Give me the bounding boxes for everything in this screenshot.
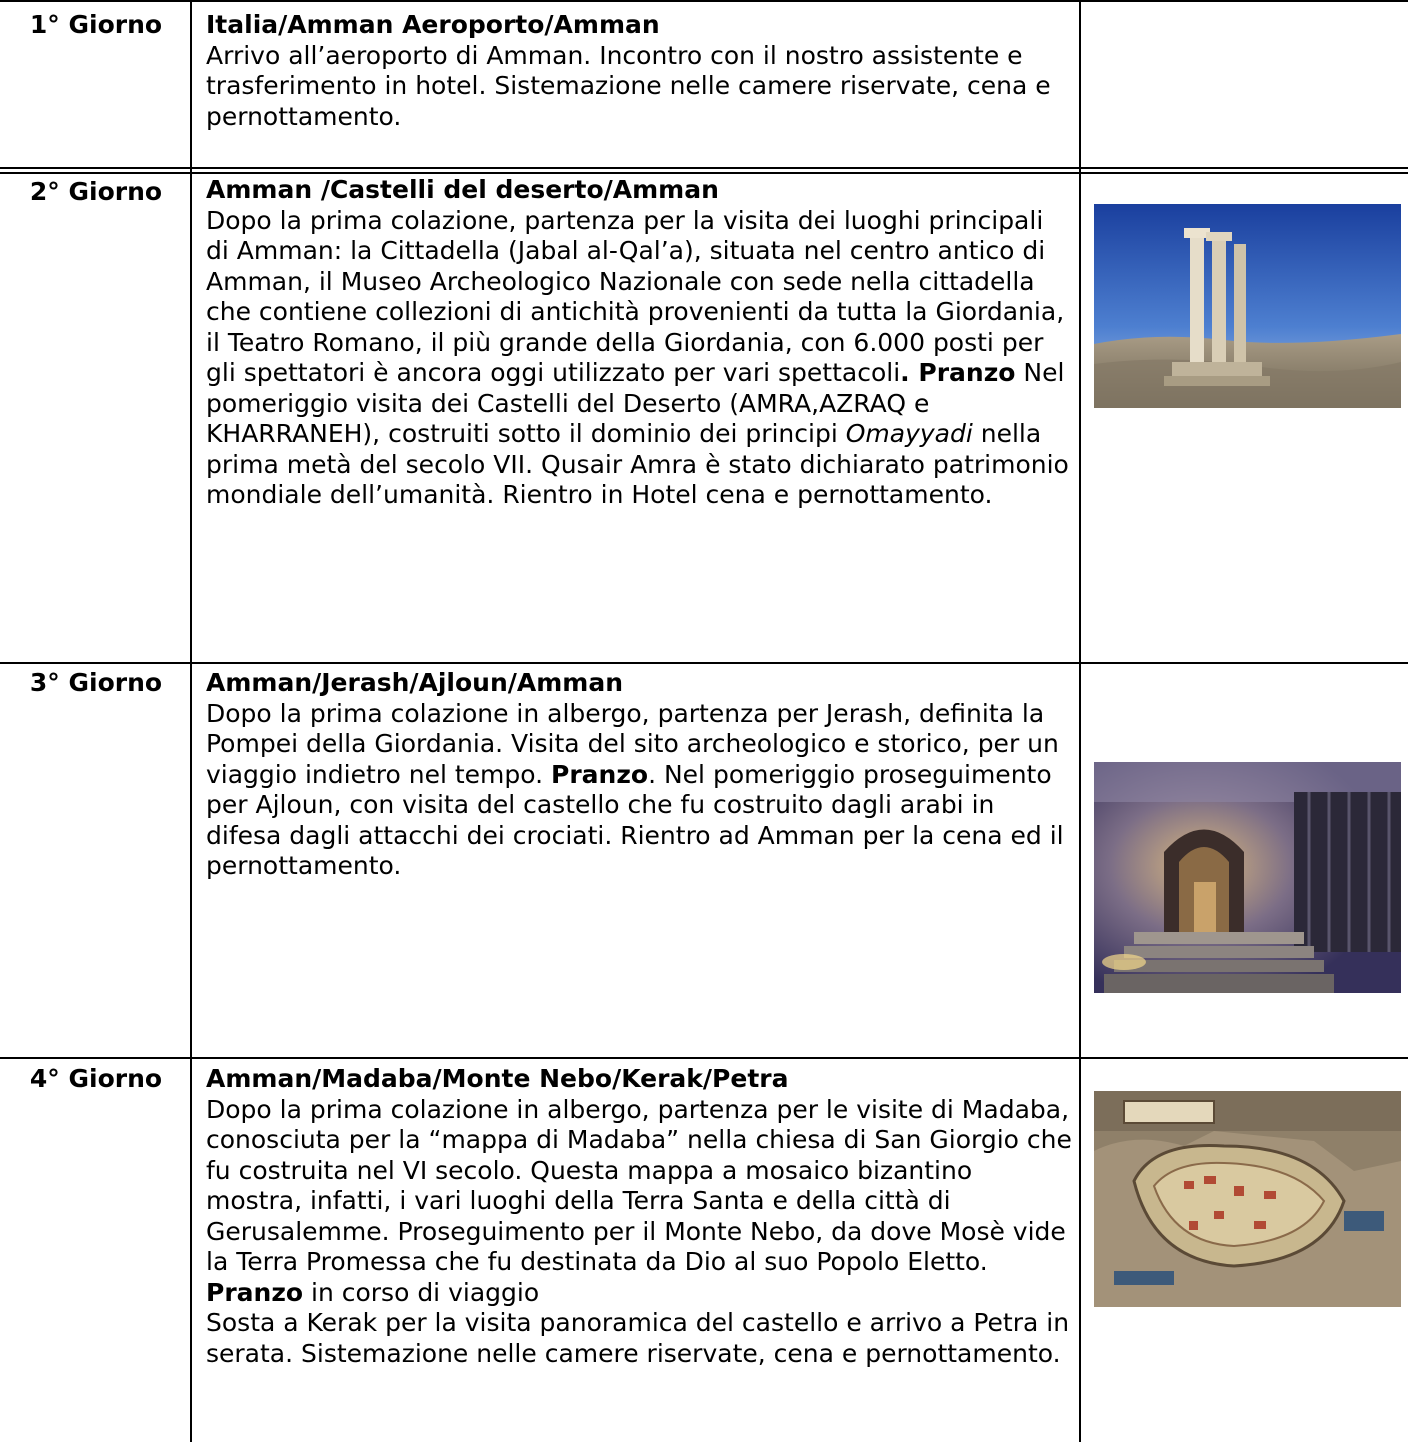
day-label: 1° Giorno bbox=[29, 10, 163, 39]
day-body bbox=[206, 699, 1074, 882]
meal-highlight: Pranzo bbox=[551, 759, 649, 789]
row-divider-1 bbox=[0, 167, 1408, 169]
day-description bbox=[206, 668, 1074, 882]
body-text: Dopo la prima colazione, partenza per la visita dei luoghi principali di Amman: la Cittadella (Jabal al-Qal’a), situata nel centro antico di Amman, il Museo Archeologico Nazionale con sede nella cittadella che contiene collezioni di antichità provenienti da tutta la Giordania, il Teatro Romano, il più grande della Giordania, con 6.000 posti per gli spettatori è ancora oggi utilizzato per vari spettacoli bbox=[206, 205, 1065, 387]
table-border-top bbox=[0, 0, 1408, 2]
day-title: Amman/Madaba/Monte Nebo/Kerak/Petra bbox=[206, 1064, 789, 1093]
madaba-mosaic-map-image bbox=[1094, 1091, 1401, 1307]
dynasty-name: Omayyadi bbox=[845, 419, 973, 448]
citadel-photo bbox=[1094, 204, 1401, 408]
day-body bbox=[206, 1095, 1074, 1309]
row-divider-3 bbox=[0, 662, 1408, 664]
day-label: 2° Giorno bbox=[29, 177, 163, 206]
row-divider-2 bbox=[0, 172, 1408, 174]
column-divider-right bbox=[1079, 0, 1081, 1442]
day-description bbox=[206, 175, 1074, 511]
body-text: Dopo la prima colazione in albergo, partenza per Jerash, definita la Pompei della Giordania. Visita del sito archeologico e storico, per un viaggio indietro nel tempo. bbox=[206, 698, 1059, 789]
day-body bbox=[206, 206, 1074, 511]
castle-stairway-image bbox=[1094, 762, 1401, 993]
body-text: in corso di viaggio bbox=[303, 1277, 540, 1307]
column-divider-left bbox=[190, 0, 192, 1442]
day-label: 3° Giorno bbox=[29, 668, 163, 697]
day-title: Amman/Jerash/Ajloun/Amman bbox=[206, 668, 624, 697]
day-body: Arrivo all’aeroporto di Amman. Incontro con il nostro assistente e trasferimento in hotel. Sistemazione nelle camere riservate, cena e pernottamento. bbox=[206, 40, 1051, 131]
day-label: 4° Giorno bbox=[29, 1064, 163, 1093]
body-text: . Nel pomeriggio proseguimento per Ajloun, con visita del castello che fu costruito dagli arabi in difesa dagli attacchi dei crociati. Rientro ad Amman per la cena ed il pernottamento. bbox=[206, 759, 1064, 880]
body-text: nella prima metà del secolo VII. Qusair Amra è stato dichiarato patrimonio mondiale dell’umanità. Rientro in Hotel cena e pernottamento. bbox=[206, 419, 1069, 509]
day-title: Italia/Amman Aeroporto/Amman bbox=[206, 10, 660, 39]
ajloun-castle-photo bbox=[1094, 762, 1401, 993]
body-text: Dopo la prima colazione in albergo, partenza per le visite di Madaba, conosciuta per la “mappa di Madaba” nella chiesa di San Giorgio che fu costruita nel VI secolo. Questa mappa a mosaico bizantino mostra, infatti, i vari luoghi della Terra Santa e della città di Gerusalemme. Proseguimento per il Monte Nebo, da dove Mosè vide la Terra Promessa che fu destinata da Dio al suo Popolo Eletto. bbox=[206, 1094, 1072, 1276]
citadel-temple-image bbox=[1094, 204, 1401, 408]
meal-highlight: Pranzo bbox=[206, 1277, 304, 1307]
day-title: Amman /Castelli del deserto/Amman bbox=[206, 175, 719, 204]
meal-highlight: . Pranzo bbox=[900, 358, 1016, 387]
madaba-map-photo bbox=[1094, 1091, 1401, 1307]
body-text: Nel pomeriggio visita dei Castelli del Deserto (AMRA,AZRAQ e KHARRANEH), costruiti sotto il dominio dei principi bbox=[206, 358, 1065, 448]
day-description bbox=[206, 1064, 1074, 1369]
day-description bbox=[206, 10, 1074, 132]
day-body-continued: Sosta a Kerak per la visita panoramica del castello e arrivo a Petra in serata. Sistemazione nelle camere riservate, cena e pernottamento. bbox=[206, 1308, 1070, 1368]
row-divider-4 bbox=[0, 1057, 1408, 1059]
